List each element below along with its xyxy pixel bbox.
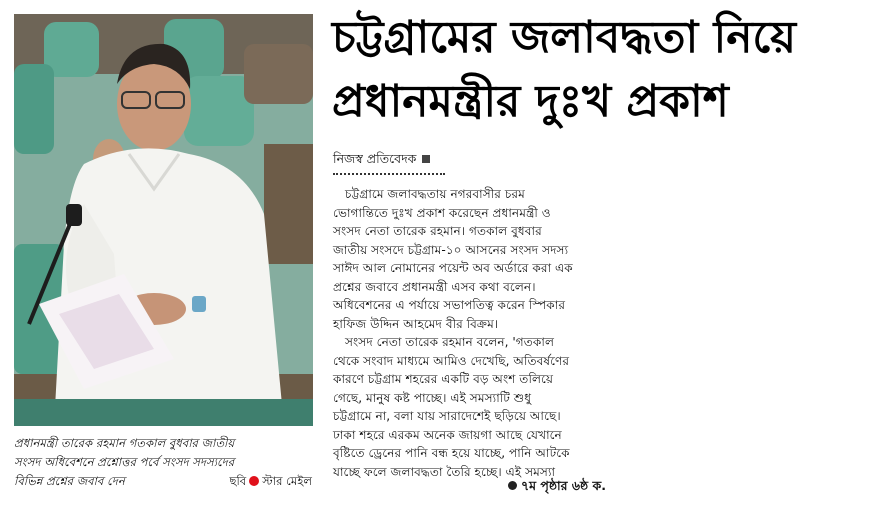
body-line: সংসদ নেতা তারেক রহমান বলেন, 'গতকাল (345, 335, 555, 349)
parliament-photo-illustration (14, 14, 313, 426)
body-line: চট্টগ্রামে না, বলা যায় সারাদেশেই ছড়িয়ে আছে। (333, 409, 561, 423)
byline-text: নিজস্ব প্রতিবেদক (333, 151, 417, 166)
dotted-divider (333, 173, 445, 175)
headline (332, 6, 877, 134)
byline (333, 151, 430, 171)
body-line: সংসদ নেতা তারেক রহমান। গতকাল বুধবার (333, 224, 542, 238)
headline-line-2: প্রধানমন্ত্রীর দুঃখ প্রকাশ (332, 76, 729, 127)
body-line: বৃষ্টিতে ড্রেনের পানি বন্ধ হয়ে যাচ্ছে, পানি আটকে (333, 446, 570, 460)
red-dot-icon (249, 476, 259, 486)
article-body (333, 185, 630, 481)
body-line: ঢাকা শহরে এরকম অনেক জায়গা আছে যেখানে (333, 427, 562, 442)
news-photo (14, 14, 313, 426)
body-line: জাতীয় সংসদে চট্টগ্রাম-১০ আসনের সংসদ সদস্য (333, 242, 569, 257)
caption-line-3-text: বিভিন্ন প্রশ্নের জবাব দেন (14, 474, 125, 488)
body-line: হাফিজ উদ্দিন আহমেদ বীর বিক্রম। (333, 316, 499, 331)
round-bullet-icon (508, 481, 517, 490)
photo-caption (14, 434, 314, 491)
headline-line-1: চট্টগ্রামের জলাবদ্ধতা নিয়ে (332, 12, 797, 63)
body-line: ভোগান্তিতে দুঃখ প্রকাশ করেছেন প্রধানমন্ত্রী ও (333, 205, 551, 220)
caption-line-3 (14, 472, 314, 491)
caption-line-1: প্রধানমন্ত্রী তারেক রহমান গতকাল বুধবার জাতীয় (14, 436, 235, 450)
body-line: সাঈদ আল নোমানের পয়েন্ট অব অর্ডারে করা এক (333, 261, 573, 275)
body-line: থেকে সংবাদ মাধ্যমে আমিও দেখেছি, অতিবর্ষণের (333, 353, 570, 368)
body-line: চট্টগ্রামে জলাবদ্ধতায় নগরবাসীর চরম (345, 187, 525, 201)
continuation-text: ৭ম পৃষ্ঠার ৬ষ্ঠ ক. (521, 478, 607, 493)
body-line: অধিবেশনের এ পর্যায়ে সভাপতিত্ব করেন স্পিকার (333, 298, 566, 312)
continuation-note (508, 478, 606, 498)
body-line: প্রশ্নের জবাবে প্রধানমন্ত্রী এসব কথা বলেন। (333, 279, 536, 294)
body-line: যাচ্ছে ফলে জলাবদ্ধতা তৈরি হচ্ছে। এই সমস্যা (333, 464, 556, 479)
body-line: গেছে, মানুষ কষ্ট পাচ্ছে। এই সমস্যাটি শুধু (333, 390, 532, 405)
body-line: কারণে চট্টগ্রাম শহরের একটি বড় অংশ তলিয়ে (333, 372, 554, 386)
caption-line-2: সংসদ অধিবেশনে প্রশ্নোত্তর পর্বে সংসদ সদস্যদের (14, 455, 235, 469)
square-bullet-icon (422, 155, 430, 163)
photo-credit-prefix: ছবি (229, 474, 247, 488)
photo-credit-source: স্টার মেইল (262, 474, 312, 488)
photo-credit (229, 472, 312, 491)
